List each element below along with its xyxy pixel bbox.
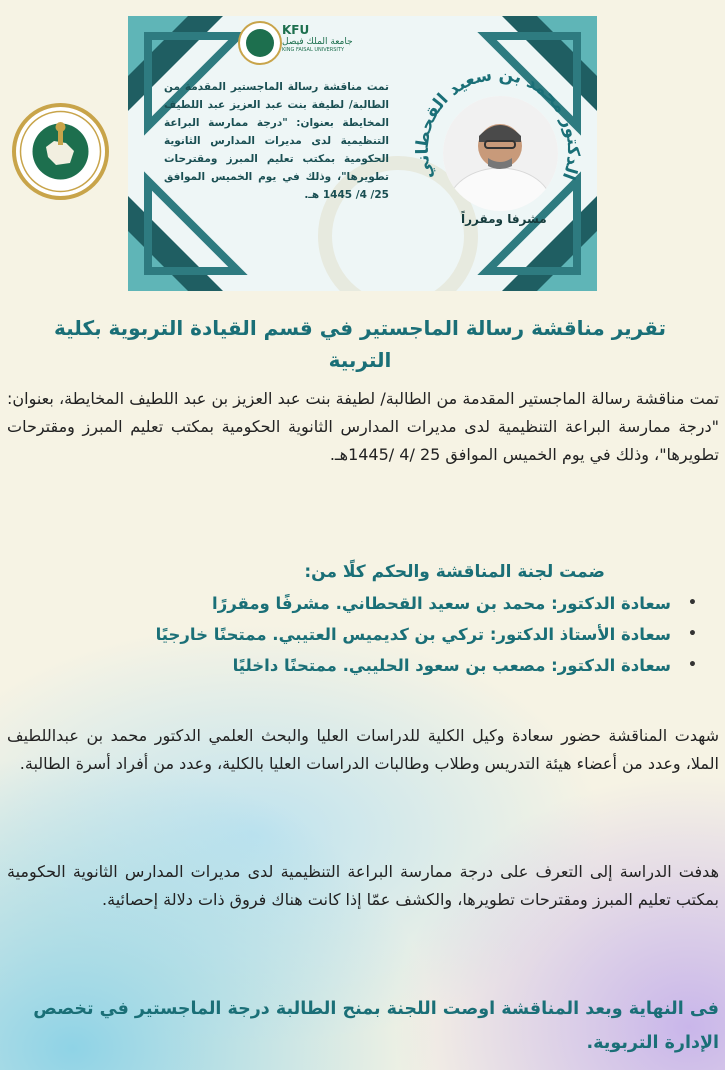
committee-member-text: سعادة الدكتور: محمد بن سعيد القحطاني. مشرفًا ومقررًا [212, 594, 671, 613]
committee-list [17, 588, 707, 681]
banner-role: مشرفا ومقرراً [461, 212, 547, 226]
person-icon [443, 96, 558, 211]
banner-logo [238, 21, 282, 65]
committee-member-text: سعادة الدكتور: مصعب بن سعود الحليبي. ممتحنًا داخليًا [232, 656, 671, 675]
intro-paragraph: تمت مناقشة رسالة الماجستير المقدمة من الطالبة/ لطيفة بنت عبد العزيز بن عبد اللطيف المخايطة، بعنوان: "درجة ممارسة البراعة التنظيمية لدى مديرات المدارس الثانوية الحكومية بمكتب تعليم المبرز ومقترحات تطويرها"، وذلك في يوم الخميس الموافق 25 /4 /1445هـ. [7, 389, 719, 464]
bullet-icon: • [688, 626, 697, 642]
supervisor-photo [443, 96, 558, 211]
banner-name: الدكتور محمد بن سعيد القحطاني [412, 64, 584, 183]
banner-kfu-label: KFU [282, 23, 310, 37]
bullet-icon: • [688, 595, 697, 611]
kfu-logo [12, 103, 109, 200]
banner-university-ar: جامعة الملك فيصل [282, 37, 353, 47]
aim-paragraph: هدفت الدراسة إلى التعرف على درجة ممارسة البراعة التنظيمية لدى مديرات المدارس الثانوية الحكومية بمكتب تعليم المبرز ومقترحات تطويرها، والكشف عمّا إذا كانت هناك فروق ذات دلالة إحصائية. [7, 862, 719, 909]
banner-text: تمت مناقشة رسالة الماجستير المقدمة من الطالبة/ لطيفة بنت عبد العزيز عبد اللطيف المخايطة بعنوان: "درجة ممارسة البراعة التنظيمية لدى مديرات المدارس الثانوية الحكومية بمكتب تعليم المبرز ومقترحات تطويرها"، وذلك في يوم الخميس الموافق 25/ 4/ 1445 هـ. [164, 81, 389, 201]
committee-member [17, 619, 707, 650]
committee-member [17, 588, 707, 619]
conclusion-paragraph: فى النهاية وبعد المناقشة اوصت اللجنة بمنح الطالبة درجة الماجستير في تخصص الإدارة التربوية. [33, 999, 719, 1053]
committee-member-text: سعادة الأستاذ الدكتور: تركي بن كديميس العتيبي. ممتحنًا خارجيًا [155, 625, 671, 644]
banner-university-en: KING FAISAL UNIVERSITY [282, 47, 345, 53]
committee-member [17, 650, 707, 681]
committee-heading: ضمت لجنة المناقشة والحكم كلًا من: [304, 562, 605, 582]
bullet-icon: • [688, 657, 697, 673]
kfu-emblem-icon [16, 107, 105, 196]
attendance-paragraph: شهدت المناقشة حضور سعادة وكيل الكلية للدراسات العليا والبحث العلمي الدكتور محمد بن عبداللطيف الملا، وعدد من أعضاء هيئة التدريس وطلاب وطالبات الدراسات العليا بالكلية، وعدد من أفراد أسرة الطالبة. [7, 726, 719, 773]
page-title: تقرير مناقشة رسالة الماجستير في قسم القيادة التربوية بكلية التربية [53, 316, 666, 372]
announcement-banner [128, 16, 597, 291]
banner-university [282, 23, 353, 53]
